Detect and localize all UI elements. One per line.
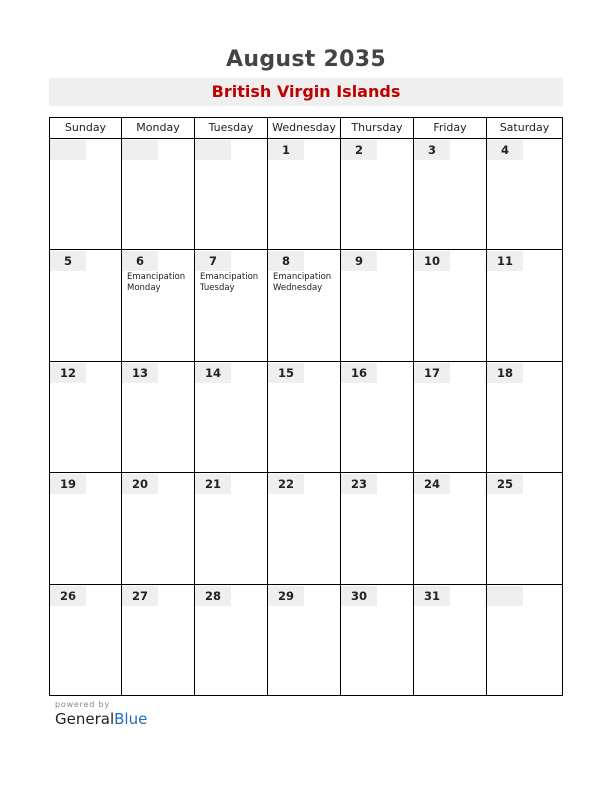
day-cell (122, 473, 195, 583)
day-cell (50, 250, 122, 360)
day-cell (268, 473, 341, 583)
day-cell (195, 473, 268, 583)
day-number: 6 (122, 251, 158, 271)
day-cell (414, 585, 487, 696)
week-row (50, 362, 562, 473)
weekday-header-row (50, 118, 562, 139)
day-number: 3 (414, 140, 450, 160)
day-cell (122, 362, 195, 472)
day-number: 7 (195, 251, 231, 271)
day-cell (195, 585, 268, 696)
day-cell (341, 250, 414, 360)
day-number (50, 140, 86, 160)
weekday-tuesday: Tuesday (195, 118, 268, 138)
day-cell (341, 362, 414, 472)
day-number: 15 (268, 363, 304, 383)
day-number: 27 (122, 586, 158, 606)
day-cell (50, 585, 122, 696)
day-number: 12 (50, 363, 86, 383)
day-cell (268, 139, 341, 249)
weekday-friday: Friday (414, 118, 487, 138)
holiday-label: Emancipation Monday (127, 272, 186, 294)
country-name: British Virgin Islands (211, 82, 401, 101)
day-number: 31 (414, 586, 450, 606)
holiday-label: Emancipation Wednesday (273, 272, 332, 294)
page-title: August 2035 (226, 47, 386, 72)
day-cell (341, 139, 414, 249)
day-number (122, 140, 158, 160)
week-row (50, 585, 562, 696)
day-number: 20 (122, 474, 158, 494)
day-cell (268, 250, 341, 360)
day-number (195, 140, 231, 160)
day-cell (195, 362, 268, 472)
day-cell (122, 585, 195, 696)
holiday-label: Emancipation Tuesday (200, 272, 259, 294)
brand-blue: Blue (114, 710, 148, 728)
day-number: 30 (341, 586, 377, 606)
day-number: 1 (268, 140, 304, 160)
day-cell (487, 362, 562, 472)
day-cell (195, 250, 268, 360)
day-number: 11 (487, 251, 523, 271)
day-number: 21 (195, 474, 231, 494)
day-cell (122, 250, 195, 360)
day-number: 25 (487, 474, 523, 494)
day-number: 17 (414, 363, 450, 383)
day-cell (487, 139, 562, 249)
day-number: 2 (341, 140, 377, 160)
day-cell (341, 585, 414, 696)
day-number: 9 (341, 251, 377, 271)
day-cell (487, 473, 562, 583)
day-number: 26 (50, 586, 86, 606)
day-cell (414, 473, 487, 583)
day-number: 8 (268, 251, 304, 271)
day-number (487, 586, 523, 606)
day-number: 23 (341, 474, 377, 494)
day-number: 18 (487, 363, 523, 383)
day-cell (50, 473, 122, 583)
day-cell (414, 139, 487, 249)
day-number: 29 (268, 586, 304, 606)
footer (55, 700, 147, 728)
day-cell (414, 362, 487, 472)
day-cell (195, 139, 268, 249)
weekday-monday: Monday (122, 118, 195, 138)
day-cell (268, 585, 341, 696)
day-cell (268, 362, 341, 472)
powered-by-text: powered by (55, 700, 110, 709)
weekday-saturday: Saturday (499, 121, 550, 134)
day-cell (341, 473, 414, 583)
day-cell (122, 139, 195, 249)
day-number: 19 (50, 474, 86, 494)
day-number: 16 (341, 363, 377, 383)
brand-general: General (55, 710, 115, 728)
weekday-sunday: Sunday (50, 118, 122, 138)
generalblue-logo[interactable] (55, 710, 147, 728)
day-number: 24 (414, 474, 450, 494)
day-number: 28 (195, 586, 231, 606)
day-number: 14 (195, 363, 231, 383)
weekday-thursday: Thursday (341, 118, 414, 138)
day-number: 4 (487, 140, 523, 160)
day-number: 13 (122, 363, 158, 383)
day-number: 5 (50, 251, 86, 271)
day-number: 22 (268, 474, 304, 494)
week-row (50, 250, 562, 361)
calendar-grid (49, 117, 563, 696)
country-banner (49, 78, 563, 106)
day-cell (487, 585, 562, 696)
day-cell (487, 250, 562, 360)
day-cell (414, 250, 487, 360)
week-row (50, 139, 562, 250)
day-cell (50, 362, 122, 472)
day-number: 10 (414, 251, 450, 271)
week-row (50, 473, 562, 584)
weekday-wednesday: Wednesday (268, 118, 341, 138)
day-cell (50, 139, 122, 249)
